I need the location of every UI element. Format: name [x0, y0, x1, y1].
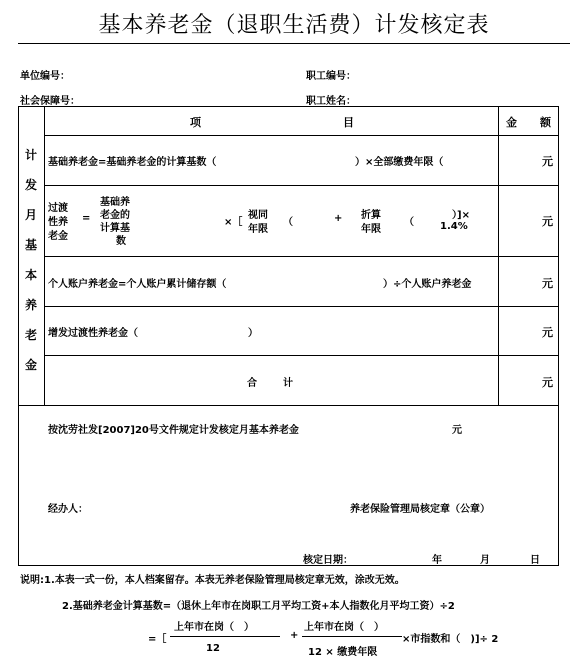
- total-unit: 元: [542, 376, 553, 389]
- transitional-times-bracket: ×［: [224, 217, 243, 228]
- row-divider: [44, 306, 559, 307]
- side-label-char: 老: [24, 328, 37, 342]
- approval-month: 月: [480, 555, 490, 566]
- handler-label: 经办人：: [48, 504, 88, 515]
- transitional-paren-open-2: （: [404, 217, 414, 228]
- fraction-2-denominator: 12 × 缴费年限: [308, 647, 378, 658]
- fraction-2-bar: [302, 636, 402, 637]
- transitional-deemed-b: 年限: [248, 224, 268, 235]
- transitional-equals: =: [82, 213, 91, 224]
- side-label-char: 计: [24, 148, 37, 162]
- side-label-char: 本: [24, 268, 37, 282]
- basic-pension-formula-a: 基础养老金=基础养老金的计算基数（: [48, 157, 217, 168]
- approval-basis: 按沈劳社发[2007]20号文件规定计发核定月基本养老金: [48, 425, 299, 436]
- transitional-paren-open: （: [283, 217, 293, 228]
- transitional-base-a: 基础养: [100, 197, 130, 208]
- personal-account-formula-a: 个人账户养老金=个人账户累计储存额（: [48, 279, 227, 290]
- page-title: 基本养老金（退职生活费）计发核定表: [98, 13, 490, 38]
- unit-code-label: 单位编号：: [20, 71, 70, 82]
- employee-code-label: 职工编号：: [306, 71, 356, 82]
- seal-label: 养老保险管理局核定章（公章）: [350, 504, 490, 515]
- formula-equals: =［: [148, 634, 167, 645]
- row-divider: [44, 355, 559, 356]
- note-2: 2.基础养老金计算基数=（退休上年市在岗职工月平均工资+本人指数化月平均工资）÷2: [62, 601, 455, 612]
- basic-pension-formula-b: ）×全部缴费年限（: [355, 157, 444, 168]
- side-label-monthly-pension: [20, 140, 42, 380]
- side-label-char: 月: [24, 208, 37, 222]
- approval-year: 年: [432, 555, 442, 566]
- transitional-close-times: ）]×: [452, 210, 470, 221]
- transitional-label-c: 老金: [48, 231, 68, 242]
- side-label-char: 发: [24, 178, 37, 192]
- header-amount-a: 金: [506, 116, 517, 129]
- transitional-base-c: 计算基: [100, 223, 130, 234]
- transitional-deemed-a: 视同: [248, 210, 268, 221]
- extra-transitional-formula-b: ）: [248, 328, 258, 339]
- total-label-a: 合: [247, 378, 257, 389]
- personal-account-unit: 元: [542, 277, 553, 290]
- approval-date-label: 核定日期：: [303, 555, 353, 566]
- transitional-converted-a: 折算: [361, 210, 381, 221]
- fraction-2-numerator: 上年市在岗（ ）: [304, 622, 384, 633]
- transitional-base-b: 老金的: [100, 210, 130, 221]
- header-amount-b: 额: [540, 116, 551, 129]
- fraction-1-bar: [170, 636, 280, 637]
- extra-transitional-unit: 元: [542, 326, 553, 339]
- header-item-b: 目: [343, 116, 354, 129]
- row-divider: [44, 135, 559, 136]
- transitional-converted-b: 年限: [361, 224, 381, 235]
- basic-pension-unit: 元: [542, 155, 553, 168]
- title-underline: [18, 43, 570, 44]
- note-1: 说明:1.本表一式一份，本人档案留存。本表无养老保险管理局核定章无效，涂改无效。: [20, 575, 405, 586]
- side-label-char: 养: [24, 298, 37, 312]
- fraction-1-numerator: 上年市在岗（ ）: [174, 622, 254, 633]
- employee-name-label: 职工姓名：: [306, 96, 356, 107]
- approval-unit: 元: [452, 425, 462, 436]
- transitional-unit: 元: [542, 215, 553, 228]
- side-label-char: 金: [24, 358, 37, 372]
- formula-plus: +: [290, 630, 299, 641]
- social-security-no-label: 社会保障号：: [20, 96, 80, 107]
- transitional-plus: +: [334, 213, 343, 224]
- header-item-a: 项: [190, 116, 201, 129]
- transitional-rate: 1.4%: [440, 221, 468, 232]
- row-divider: [44, 256, 559, 257]
- side-label-char: 基: [24, 238, 37, 252]
- transitional-label-b: 性养: [48, 217, 68, 228]
- approval-day: 日: [530, 555, 540, 566]
- total-label-b: 计: [283, 378, 293, 389]
- formula-tail: ×市指数和（ )]÷ 2: [402, 634, 499, 645]
- row-divider: [44, 185, 559, 186]
- personal-account-formula-b: ）÷个人账户养老金: [383, 279, 472, 290]
- transitional-base-d: 数: [116, 236, 126, 247]
- extra-transitional-formula-a: 增发过渡性养老金（: [48, 328, 138, 339]
- transitional-label-a: 过渡: [48, 203, 68, 214]
- fraction-1-denominator: 12: [206, 643, 220, 654]
